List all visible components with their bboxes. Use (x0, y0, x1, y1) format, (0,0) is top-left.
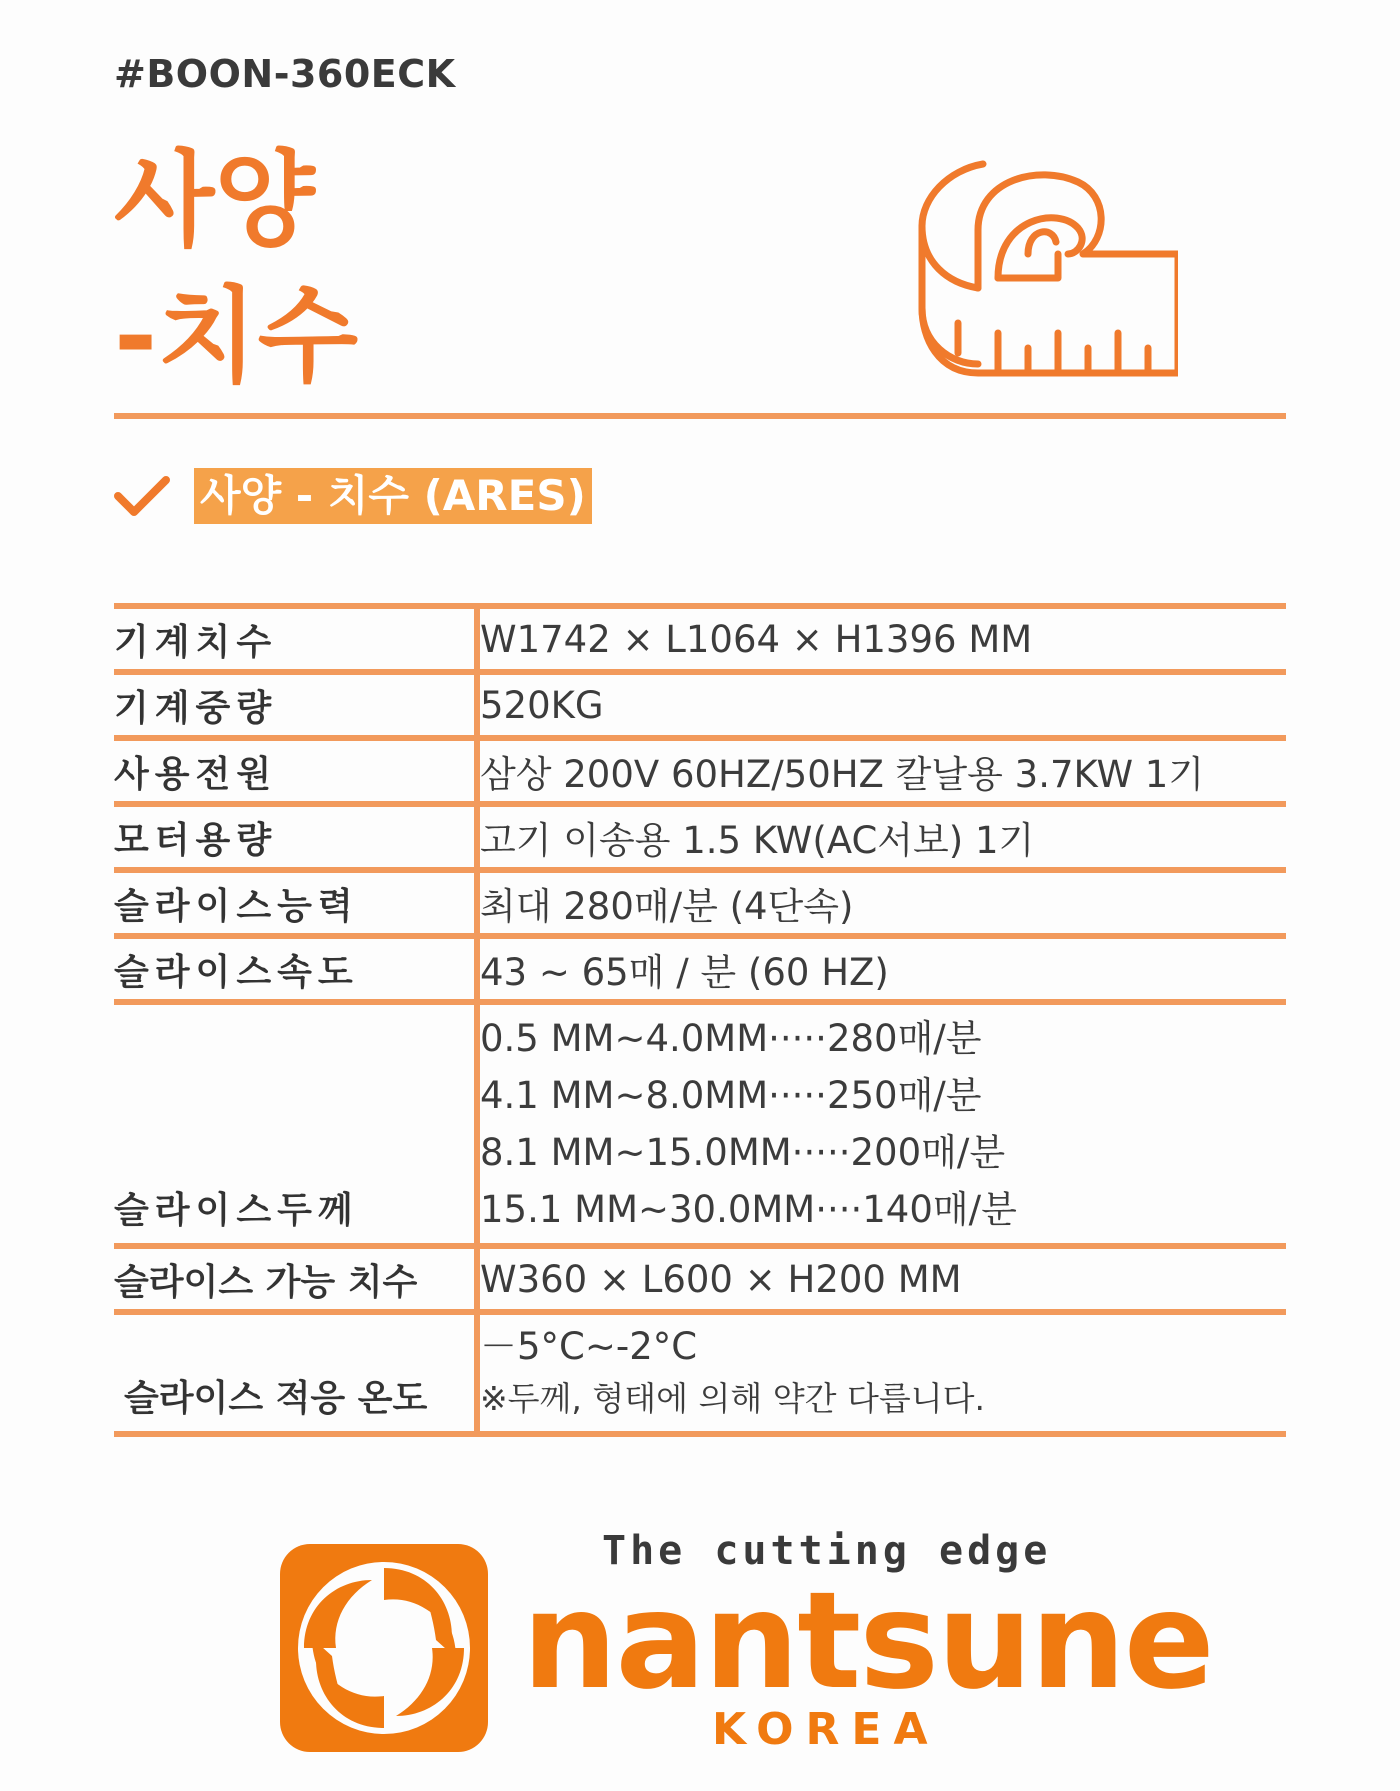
spec-row-power (114, 738, 1286, 804)
section-label: 사양 - 치수 (ARES) (194, 468, 592, 524)
page-title (114, 132, 358, 404)
spec-key: 슬라이스두께 (114, 1002, 477, 1246)
spec-value: 최대 280매/분 (4단속) (480, 885, 854, 928)
header-divider (114, 413, 1286, 419)
spec-key: 모터용량 (114, 804, 477, 870)
spec-row-weight (114, 672, 1286, 738)
temperature-range: －5°C~-2°C (480, 1325, 698, 1368)
spec-row-capacity (114, 870, 1286, 936)
spec-row-motor (114, 804, 1286, 870)
thickness-range: 4.1 MM~8.0MM·····250매/분 (480, 1074, 982, 1117)
logo-tagline: The cutting edge (602, 1528, 1052, 1574)
spec-row-speed (114, 936, 1286, 1002)
logo-brand-name: nantsune (522, 1563, 1213, 1719)
spec-row-slice-size (114, 1246, 1286, 1312)
spec-value-list (477, 1002, 1286, 1246)
spec-table (114, 603, 1286, 1437)
thickness-range: 8.1 MM~15.0MM·····200매/분 (480, 1131, 1006, 1174)
spec-value: 고기 이송용 1.5 KW(AC서보) 1기 (480, 819, 1035, 862)
spec-value (477, 1312, 1286, 1434)
spec-row-dimensions (114, 606, 1286, 672)
brand-logo (276, 1528, 1213, 1768)
spec-value: 43 ~ 65매 / 분 (60 HZ) (480, 951, 889, 994)
spec-key: 슬라이스속도 (114, 936, 477, 1002)
spec-key: 사용전원 (114, 738, 477, 804)
model-code: #BOON-360ECK (114, 52, 456, 96)
spec-key: 슬라이스능력 (114, 870, 477, 936)
measuring-tape-icon (918, 158, 1178, 378)
spec-value: W360 × L600 × H200 MM (480, 1257, 962, 1301)
spec-row-thickness (114, 1002, 1286, 1246)
spec-value: 삼상 200V 60HZ/50HZ 칼날용 3.7KW 1기 (480, 753, 1205, 796)
spec-key: 슬라이스 가능 치수 (114, 1246, 477, 1312)
spec-key: 슬라이스 적응 온도 (114, 1312, 477, 1434)
spec-value: 520KG (480, 683, 604, 727)
spec-value: W1742 × L1064 × H1396 MM (480, 617, 1033, 661)
spec-key: 기계중량 (114, 672, 477, 738)
spec-key: 기계치수 (114, 606, 477, 672)
page-title-line2: -치수 (114, 275, 359, 397)
section-heading (114, 466, 592, 526)
spec-row-temperature (114, 1312, 1286, 1434)
thickness-range: 0.5 MM~4.0MM·····280매/분 (480, 1017, 982, 1060)
page-title-line1: 사양 (114, 139, 315, 261)
temperature-note: ※두께, 형태에 의해 약간 다릅니다. (480, 1379, 986, 1418)
thickness-range: 15.1 MM~30.0MM····140매/분 (480, 1188, 1017, 1231)
logo-country: KOREA (712, 1704, 940, 1755)
check-icon (114, 474, 170, 518)
nantsune-logo-icon (276, 1540, 492, 1756)
